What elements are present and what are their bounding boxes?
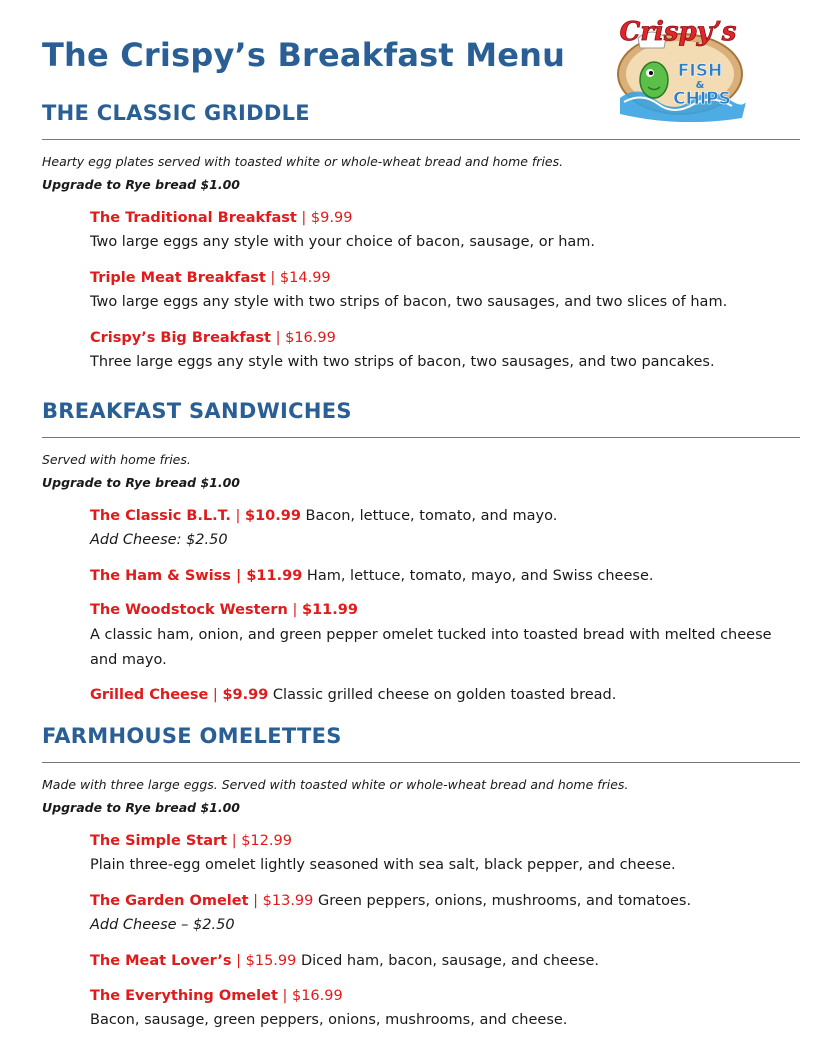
menu-item-price: $11.99 — [246, 568, 303, 584]
menu-item-separator: | — [287, 602, 302, 618]
menu-item-price: $13.99 — [262, 893, 314, 909]
menu-item-separator: | — [230, 568, 247, 584]
menu-item-description: Two large eggs any style with your choice of bacon, sausage, or ham. — [90, 234, 596, 250]
menu-item-separator: | — [230, 508, 245, 524]
menu-item-title-line — [90, 984, 790, 1009]
menu-item-name: The Ham & Swiss — [90, 568, 231, 584]
menu-item-title-line — [90, 598, 790, 623]
menu-item-title-line — [90, 326, 790, 351]
menu-item-price: $12.99 — [241, 833, 292, 849]
logo-text-amp: & — [695, 80, 705, 91]
menu-item-description: A classic ham, onion, and green pepper omelet tucked into toasted bread with melted cheese and mayo. — [90, 627, 772, 668]
menu-item-addon: Add Cheese – $2.50 — [90, 917, 235, 933]
menu-item-separator: | — [227, 833, 242, 849]
menu-item-price: $15.99 — [245, 953, 297, 969]
section-upgrade-note: Upgrade to Rye bread $1.00 — [42, 800, 241, 815]
menu-item-description: Plain three-egg omelet lightly seasoned with sea salt, black pepper, and cheese. — [90, 857, 676, 873]
section-upgrade-note: Upgrade to Rye bread $1.00 — [42, 475, 241, 490]
section-intro: Made with three large eggs. Served with toasted white or whole-wheat bread and home fries. — [42, 777, 629, 792]
section-heading: BREAKFAST SANDWICHES — [42, 399, 352, 423]
menu-item-separator: | — [296, 210, 311, 226]
page-title: The Crispy’s Breakfast Menu — [42, 36, 566, 74]
menu-item-price: $14.99 — [279, 270, 331, 286]
menu-item-description: Green peppers, onions, mushrooms, and tomatoes. — [313, 893, 692, 909]
menu-item-description: Diced ham, bacon, sausage, and cheese. — [296, 953, 600, 969]
menu-item-name: The Traditional Breakfast — [90, 210, 297, 226]
menu-item-title-line — [90, 683, 790, 708]
menu-item-title-line — [90, 889, 790, 914]
section-heading: FARMHOUSE OMELETTES — [42, 724, 342, 748]
menu-item-separator: | — [248, 893, 263, 909]
menu-item-addon: Add Cheese: $2.50 — [90, 532, 228, 548]
menu-item-name: Grilled Cheese — [90, 687, 209, 703]
menu-item-price: $9.99 — [310, 210, 353, 226]
menu-item-description: Two large eggs any style with two strips of bacon, two sausages, and two slices of ham. — [90, 294, 728, 310]
section-intro: Hearty egg plates served with toasted white or whole-wheat bread and home fries. — [42, 154, 564, 169]
menu-item-description: Classic grilled cheese on golden toasted bread. — [268, 687, 617, 703]
menu-item-price: $9.99 — [222, 687, 269, 703]
section-divider — [42, 139, 800, 140]
section-upgrade-note: Upgrade to Rye bread $1.00 — [42, 177, 241, 192]
menu-item-separator: | — [208, 687, 223, 703]
menu-item-name: Crispy’s Big Breakfast — [90, 330, 271, 346]
menu-item-name: The Simple Start — [90, 833, 228, 849]
crispys-logo — [608, 10, 752, 122]
menu-item-name: The Garden Omelet — [90, 893, 249, 909]
section-heading: THE CLASSIC GRIDDLE — [42, 101, 310, 125]
logo-graphic — [608, 10, 752, 122]
menu-item-description: Bacon, sausage, green peppers, onions, mushrooms, and cheese. — [90, 1012, 568, 1028]
menu-item-separator: | — [265, 270, 280, 286]
section-divider — [42, 437, 800, 438]
logo-text-crispys: Crispy’s — [619, 17, 737, 47]
menu-item-name: The Woodstock Western — [90, 602, 288, 618]
menu-item-separator: | — [277, 988, 292, 1004]
menu-item-name: The Everything Omelet — [90, 988, 278, 1004]
menu-item-name: The Meat Lover’s — [90, 953, 232, 969]
menu-item-price: $11.99 — [301, 602, 358, 618]
menu-item-description: Ham, lettuce, tomato, mayo, and Swiss cheese. — [302, 568, 654, 584]
menu-item-title-line — [90, 829, 790, 854]
section-intro: Served with home fries. — [42, 452, 191, 467]
logo-text-fish: FISH — [677, 61, 723, 81]
menu-item-name: The Classic B.L.T. — [90, 508, 231, 524]
menu-item-title-line — [90, 564, 790, 589]
menu-item-title-line — [90, 266, 790, 291]
menu-item-description: Bacon, lettuce, tomato, and mayo. — [300, 508, 558, 524]
menu-item-price: $10.99 — [244, 508, 301, 524]
section-divider — [42, 762, 800, 763]
menu-item-title-line — [90, 949, 790, 974]
menu-item-title-line — [90, 206, 790, 231]
logo-text-chips: CHIPS — [673, 89, 731, 109]
menu-item-description: Three large eggs any style with two strips of bacon, two sausages, and two pancakes. — [90, 354, 715, 370]
menu-item-name: Triple Meat Breakfast — [90, 270, 266, 286]
menu-item-separator: | — [231, 953, 246, 969]
menu-item-price: $16.99 — [285, 330, 336, 346]
menu-item-title-line — [90, 504, 790, 529]
menu-item-separator: | — [270, 330, 286, 346]
menu-item-price: $16.99 — [291, 988, 343, 1004]
